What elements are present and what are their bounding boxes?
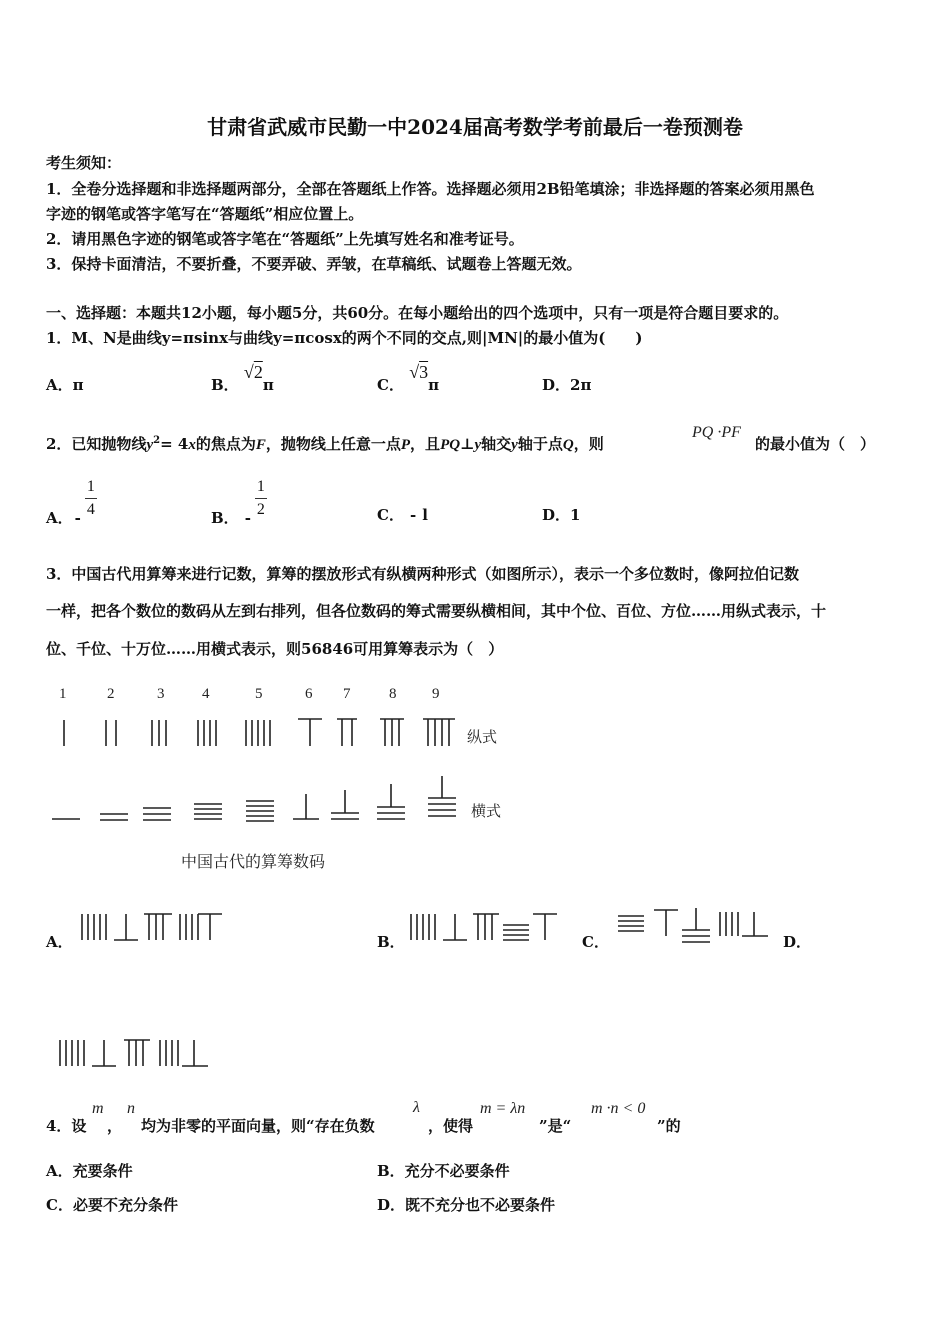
q2-option-a (46, 478, 97, 527)
notice-heading: 考生须知： (46, 154, 122, 172)
q4-text-5: ”的 (657, 1117, 681, 1135)
q4-sep: ， (107, 1117, 123, 1135)
notice-item-1b: 字迹的钢笔或答字笔写在“答题纸”相应位置上。 (46, 205, 364, 223)
q1-b-label: B． (211, 376, 239, 394)
q3-option-c-rods (612, 904, 772, 948)
q2-text-6: 轴于点 (517, 435, 563, 453)
q1-a-label: A． (46, 376, 73, 394)
q1-d-value: 2π (570, 376, 592, 394)
q4-inequality: m ·n < 0 (591, 1100, 646, 1117)
q2-c-sign: - (409, 506, 417, 524)
q3-option-a-rods (76, 908, 226, 944)
q3-option-c-label: C． (582, 933, 609, 951)
q2-option-d (542, 504, 580, 525)
q2-var-p: P (400, 437, 411, 453)
q2-expression: PQ ·PF (692, 424, 741, 441)
digit-label-5: 5 (255, 686, 263, 702)
q2-stem (46, 433, 604, 454)
q2-perp: ⊥ (460, 435, 475, 453)
q2-var-x: x (188, 437, 196, 453)
q2-option-c (377, 504, 428, 525)
q2-text-7: ，则 (573, 435, 604, 453)
q1-stem: 1．M、N是曲线y=πsinx与曲线y=πcosx的两个不同的交点,则|MN|的最小值为( ) (46, 329, 643, 347)
digit-label-7: 7 (343, 686, 351, 702)
q3-line-3: 位、千位、十万位……用横式表示，则56846可用算筹表示为（ ） (46, 640, 504, 658)
q2-c-label: C． (377, 506, 404, 524)
q2-text-2: 的焦点为 (195, 435, 256, 453)
q3-option-b-label: B． (377, 933, 405, 951)
q2-a-num: 1 (86, 478, 95, 495)
q2-stem-tail: 的最小值为（ ） (755, 435, 876, 453)
notice-item-1a: 1．全卷分选择题和非选择题两部分，全部在答题纸上作答。选择题必须用2B铅笔填涂；非选择题的答案必须用黑色 (46, 180, 815, 198)
q2-var-pq: PQ (440, 437, 461, 453)
q2-var-y: y (146, 437, 154, 453)
q3-option-b-rods (405, 908, 565, 944)
q1-c-radicand: 3 (419, 362, 429, 382)
q1-option-c: C． √3π (377, 362, 440, 394)
q2-c-value: l (422, 506, 428, 524)
digit-label-8: 8 (389, 686, 397, 702)
q4-option-c: C．必要不充分条件 (46, 1196, 178, 1214)
q2-text-4: ，且 (410, 435, 441, 453)
q4-text-2: 均为非零的平面向量，则“存在负数 (141, 1117, 375, 1135)
q1-c-label: C． (377, 376, 404, 394)
digit-label-6: 6 (305, 686, 313, 702)
q2-text-5: 轴交 (481, 435, 512, 453)
q2-a-den: 4 (86, 501, 95, 518)
q4-equation: m = λn (480, 1100, 526, 1117)
q2-var-y3: y (511, 437, 518, 453)
q2-var-f: F (255, 437, 266, 453)
q2-text-3: ，抛物线上任意一点 (265, 435, 401, 453)
q2-d-value: 1 (570, 506, 581, 524)
q2-b-fraction (255, 478, 267, 519)
q2-b-label: B． (211, 508, 239, 527)
notice-item-3: 3．保持卡面清洁，不要折叠，不要弄破、弄皱，在草稿纸、试题卷上答题无效。 (46, 255, 582, 273)
digit-label-2: 2 (107, 686, 115, 702)
q4-text-1: 4．设 (46, 1117, 87, 1135)
q1-a-value: π (72, 376, 84, 394)
q2-a-label: A． (46, 508, 73, 527)
q3-option-d-label: D． (783, 933, 812, 951)
section-heading: 一、选择题：本题共12小题，每小题5分，共60分。在每小题给出的四个选项中，只有一项是符合题目要求的。 (46, 304, 789, 322)
q1-option-a (46, 374, 84, 395)
q2-eq: = 4 (160, 435, 189, 453)
q1-d-label: D． (542, 376, 571, 394)
q1-c-tail: π (428, 376, 440, 394)
q4-option-a: A．充要条件 (46, 1162, 133, 1180)
q2-sup: 2 (153, 435, 161, 446)
q4-text-4: ”是“ (539, 1117, 572, 1135)
q1-b-tail: π (262, 376, 274, 394)
horizontal-rods (52, 776, 456, 821)
q2-var-q: Q (562, 437, 574, 453)
notice-item-2: 2．请用黑色字迹的钢笔或答字笔在“答题纸”上先填写姓名和准考证号。 (46, 230, 524, 248)
horizontal-label: 横式 (471, 802, 502, 820)
q2-d-label: D． (542, 506, 571, 524)
q2-b-num: 1 (256, 478, 265, 495)
q2-var-y2: y (474, 437, 482, 453)
vertical-rods (64, 719, 455, 746)
q3-option-a-label: A． (46, 933, 73, 951)
q1-option-d (542, 374, 591, 395)
figure-caption: 中国古代的算筹数码 (181, 852, 326, 871)
vertical-label: 纵式 (467, 728, 498, 746)
q4-var-n: n (127, 1100, 135, 1117)
q3-option-d-rods (52, 1034, 212, 1070)
q1-b-radicand: 2 (253, 362, 263, 382)
q2-text-1: 2．已知抛物线 (46, 435, 147, 453)
q2-option-b (211, 478, 267, 527)
q4-option-d: D．既不充分也不必要条件 (377, 1196, 556, 1214)
q2-b-sign: - (244, 508, 251, 527)
q4-option-b: B．充分不必要条件 (377, 1162, 510, 1180)
digit-label-1: 1 (59, 686, 67, 702)
q2-a-sign: - (74, 508, 81, 527)
q2-a-fraction (85, 478, 97, 519)
q1-option-b: B． √2π (211, 362, 274, 394)
digit-label-9: 9 (432, 686, 440, 702)
q3-line-2: 一样，把各个数位的数码从左到右排列，但各位数码的筹式需要纵横相间，其中个位、百位、方位……用纵式表示，十 (46, 602, 827, 620)
digit-label-4: 4 (202, 686, 210, 702)
page-title: 甘肃省武威市民勤一中2024届高考数学考前最后一卷预测卷 (207, 115, 743, 139)
q2-b-den: 2 (256, 501, 265, 518)
digit-label-3: 3 (157, 686, 165, 702)
q3-line-1: 3．中国古代用算筹来进行记数，算筹的摆放形式有纵横两种形式（如图所示），表示一个多位数时，像阿拉伯记数 (46, 565, 799, 583)
q4-lambda: λ (413, 1099, 420, 1116)
counting-rod-figure (40, 678, 540, 878)
q4-var-m: m (92, 1100, 104, 1117)
q4-text-3: ，使得 (428, 1117, 474, 1135)
